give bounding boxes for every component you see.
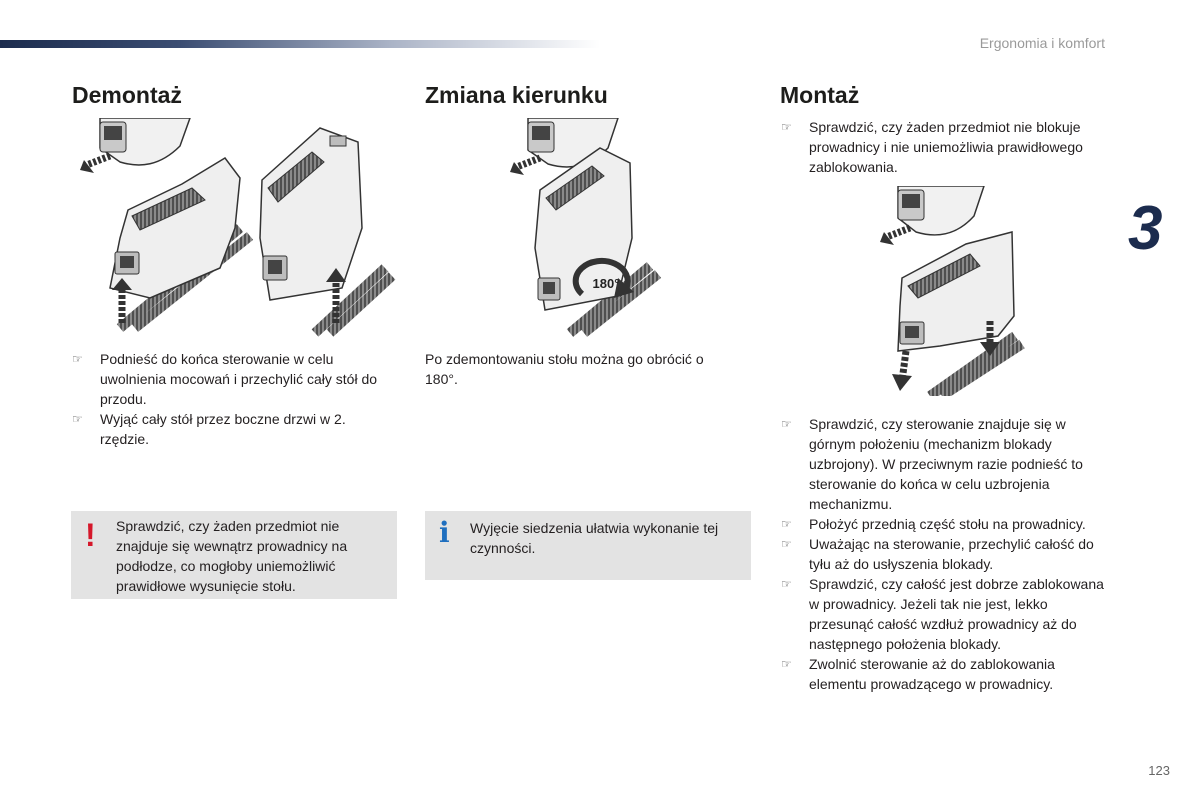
removal-illustration xyxy=(80,118,400,340)
list-item: ☞ Położyć przednią część stołu na prowadnicy. xyxy=(781,516,1086,532)
pointing-hand-icon: ☞ xyxy=(781,537,792,551)
warning-text: Sprawdzić, czy żaden przedmiot nie znajduje się wewnątrz prowadnicy na podłodze, co mogłoby uniemożliwić prawidłowe wysunięcie stołu. xyxy=(116,518,348,594)
pointing-hand-icon: ☞ xyxy=(781,417,792,431)
exclamation-icon: ! xyxy=(85,517,96,553)
pointing-hand-icon: ☞ xyxy=(781,577,792,591)
demontaz-steps xyxy=(72,349,392,449)
pointing-hand-icon: ☞ xyxy=(781,517,792,531)
pointing-hand-icon: ☞ xyxy=(781,120,792,134)
list-item: ☞ Uważając na sterowanie, przechylić całość do tyłu aż do usłyszenia blokady. xyxy=(781,536,1094,572)
mounting-illustration xyxy=(880,186,1025,396)
info-icon: i xyxy=(439,516,450,549)
list-item: ☞ Wyjąć cały stół przez boczne drzwi w 2. rzędzie. xyxy=(72,411,346,447)
montaz-title: Montaż xyxy=(780,82,860,108)
montaz-steps-bottom xyxy=(781,414,1111,694)
montaz-steps-top xyxy=(781,117,1111,177)
list-item: ☞ Sprawdzić, czy całość jest dobrze zablokowana w prowadnicy. Jeżeli tak nie jest, lekko przesunąć całość wzdłuż prowadnicy aż do następnego położenia blokady. xyxy=(781,576,1104,652)
list-item: ☞ Sprawdzić, czy sterowanie znajduje się w górnym położeniu (mechanizm blokady uzbrojony). W przeciwnym razie podnieść to sterowanie do końca w celu uzbrojenia mechanizmu. xyxy=(781,416,1083,512)
pointing-hand-icon: ☞ xyxy=(72,352,83,366)
warning-note xyxy=(71,511,397,599)
info-text: Wyjęcie siedzenia ułatwia wykonanie tej czynności. xyxy=(470,520,719,556)
info-note xyxy=(425,511,751,580)
zmiana-title: Zmiana kierunku xyxy=(425,82,608,108)
page-number: 123 xyxy=(1148,763,1170,778)
list-item: ☞ Zwolnić sterowanie aż do zablokowania elementu prowadzącego w prowadnicy. xyxy=(781,656,1055,692)
rotation-text: Po zdemontowaniu stołu można go obrócić o 180°. xyxy=(425,351,704,387)
pointing-hand-icon: ☞ xyxy=(72,412,83,426)
header-bar xyxy=(0,40,600,48)
rotation-label: 180° xyxy=(592,276,620,291)
rotation-illustration xyxy=(500,118,670,340)
chapter-number: 3 xyxy=(1128,194,1163,263)
section-title: Ergonomia i komfort xyxy=(979,35,1105,51)
pointing-hand-icon: ☞ xyxy=(781,657,792,671)
list-item: ☞ Sprawdzić, czy żaden przedmiot nie blokuje prowadnicy i nie uniemożliwia prawidłowego zablokowania. xyxy=(781,119,1083,175)
demontaz-title: Demontaż xyxy=(72,82,182,108)
list-item: ☞ Podnieść do końca sterowanie w celu uwolnienia mocowań i przechylić cały stół do przodu. xyxy=(72,351,378,407)
